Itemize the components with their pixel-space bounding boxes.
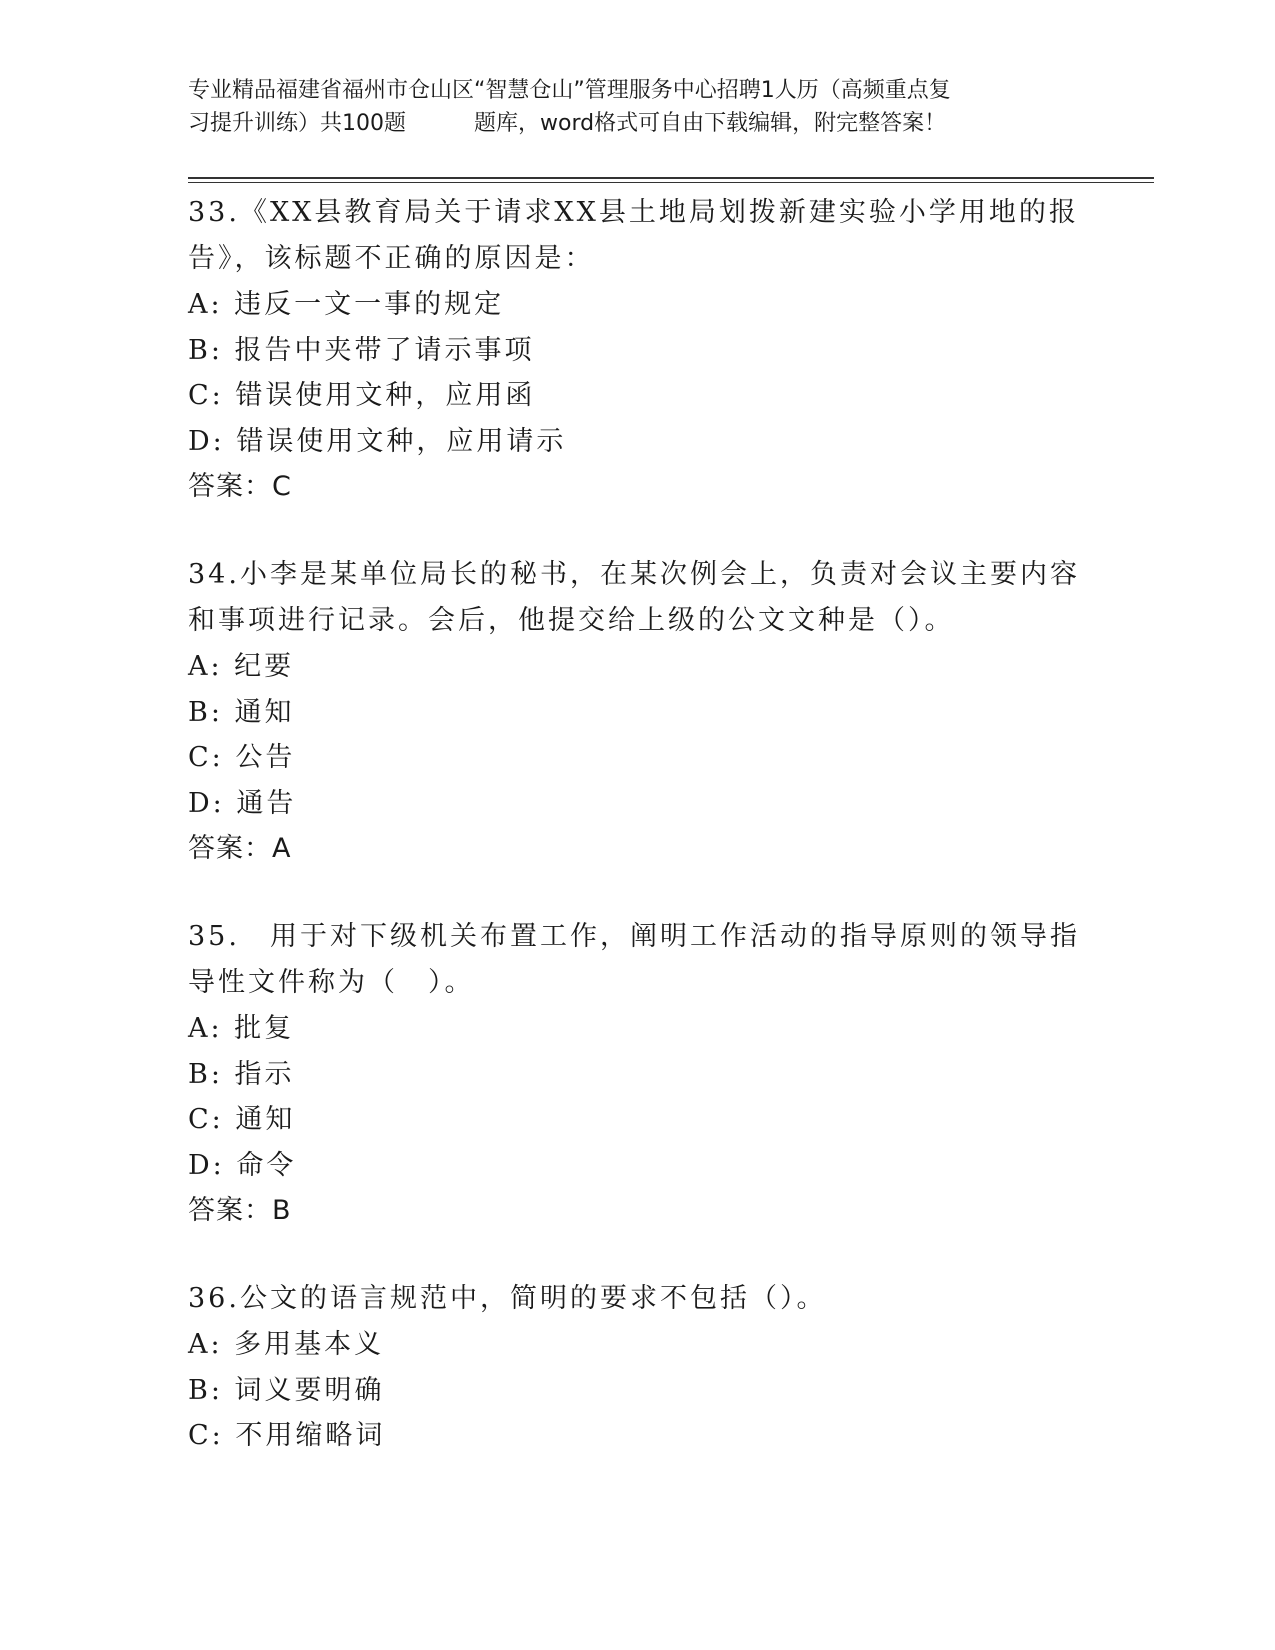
question-list	[188, 190, 1088, 1459]
option-d: D: 通告	[188, 787, 297, 819]
question-text: 33.《XX县教育局关于请求XX县土地局划拨新建实验小学用地的报告》，该标题不正确的原因是：	[188, 197, 1079, 274]
header-line-2	[188, 107, 1088, 140]
option-d: D: 错误使用文种，应用请示	[188, 425, 567, 457]
option-d: D: 命令	[188, 1149, 297, 1181]
option-a: A: 纪要	[188, 651, 295, 682]
option-c: C: 错误使用文种，应用函	[188, 380, 536, 411]
answer: 答案：B	[188, 1195, 292, 1226]
question-34	[188, 552, 1088, 872]
page-header	[188, 74, 1088, 140]
option-a: A: 多用基本义	[188, 1329, 385, 1360]
answer: 答案：A	[188, 833, 292, 864]
question-text: 35. 用于对下级机关布置工作，阐明工作活动的指导原则的领导指导性文件称为（ ）。	[188, 921, 1080, 998]
option-b: B: 报告中夹带了请示事项	[188, 334, 535, 366]
option-a: A: 违反一文一事的规定	[188, 289, 505, 320]
question-33	[188, 190, 1088, 510]
option-a: A: 批复	[188, 1013, 295, 1044]
question-35	[188, 914, 1088, 1234]
header-line-1: 专业精品福建省福州市仓山区“智慧仓山”管理服务中心招聘1人历（高频重点复	[188, 78, 951, 103]
header-rule-bottom	[188, 182, 1154, 183]
option-c: C: 公告	[188, 742, 296, 773]
header-rule-top	[188, 177, 1154, 179]
option-b: B: 词义要明确	[188, 1374, 385, 1406]
header-line-2-right: 题库，word格式可自由下载编辑，附完整答案！	[474, 111, 947, 136]
option-b: B: 指示	[188, 1058, 295, 1090]
option-c: C: 通知	[188, 1104, 296, 1135]
answer: 答案：C	[188, 471, 292, 502]
question-text: 34.小李是某单位局长的秘书，在某次例会上，负责对会议主要内容和事项进行记录。会后，他提交给上级的公文文种是（）。	[188, 559, 1080, 636]
question-36	[188, 1276, 1088, 1459]
header-line-2-left: 习提升训练）共100题	[188, 111, 406, 136]
option-c: C: 不用缩略词	[188, 1420, 386, 1451]
question-text: 36.公文的语言规范中，简明的要求不包括（）。	[188, 1283, 827, 1314]
option-b: B: 通知	[188, 696, 295, 728]
